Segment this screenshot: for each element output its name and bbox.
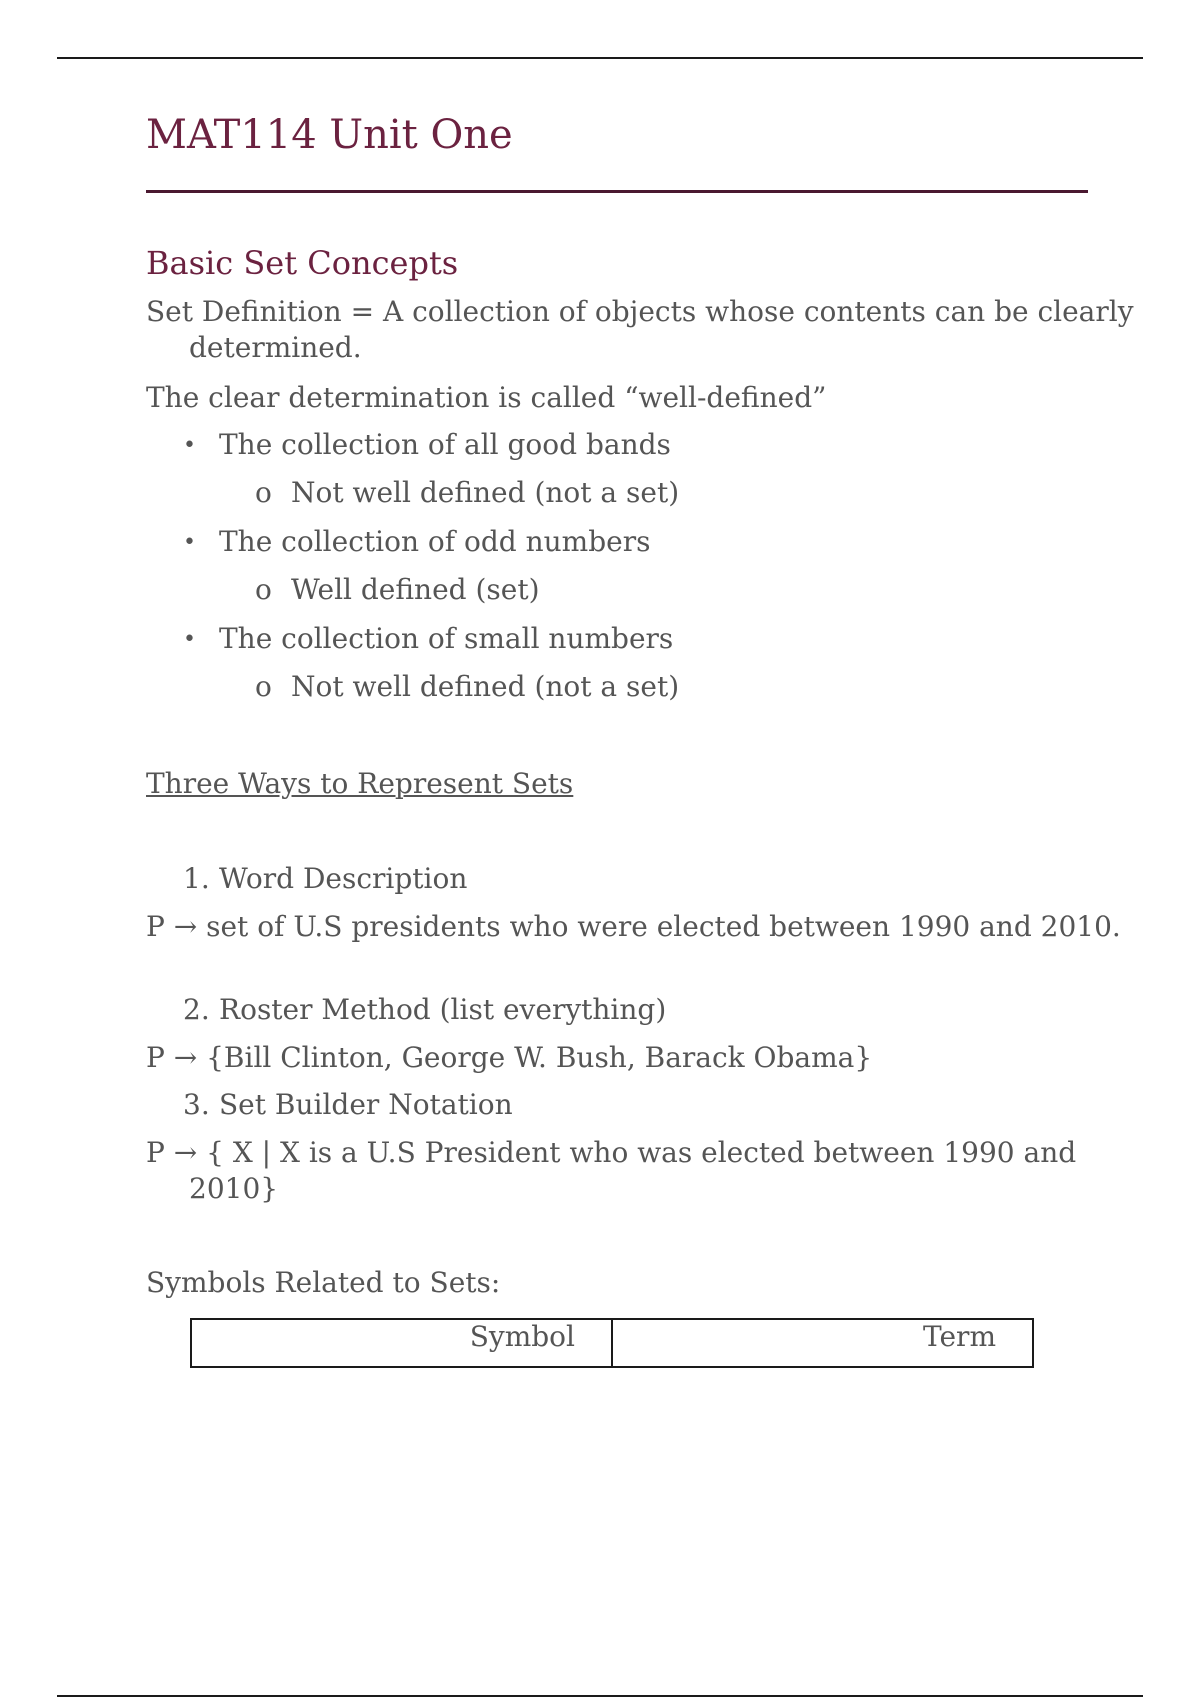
sub-list-item xyxy=(255,475,679,511)
well-defined-paragraph: The clear determination is called “well-defined” xyxy=(146,381,827,414)
table-header-row xyxy=(191,1319,1033,1367)
document-title: MAT114 Unit One xyxy=(146,112,513,158)
sub-bullet-marker: o xyxy=(255,476,272,509)
symbols-table xyxy=(190,1318,1034,1368)
sub-bullet-marker: o xyxy=(255,573,272,606)
numbered-item-label: Roster Method (list everything) xyxy=(219,993,667,1026)
sub-list-item-text: Not well defined (not a set) xyxy=(291,476,680,509)
bullet-marker: • xyxy=(183,530,196,555)
bullet-marker: • xyxy=(183,627,196,652)
sub-list-item-text: Well defined (set) xyxy=(291,573,540,606)
table-header-symbol: Symbol xyxy=(191,1319,612,1367)
representation-example: P → {Bill Clinton, George W. Bush, Barack Obama} xyxy=(146,1041,873,1074)
representation-example: P → { X | X is a U.S President who was elected between 1990 and 2010} xyxy=(146,1136,1077,1205)
item-number: 1. xyxy=(183,862,210,895)
sub-list-item xyxy=(255,572,540,608)
numbered-item-label: Set Builder Notation xyxy=(219,1088,513,1121)
numbered-item xyxy=(183,1087,513,1123)
item-number: 2. xyxy=(183,993,210,1026)
page-bottom-rule xyxy=(57,1695,1143,1697)
list-item-text: The collection of odd numbers xyxy=(219,525,651,558)
symbols-label: Symbols Related to Sets: xyxy=(146,1266,501,1299)
item-number: 3. xyxy=(183,1088,210,1121)
list-item-text: The collection of small numbers xyxy=(219,622,674,655)
bullet-marker: • xyxy=(183,433,196,458)
title-underline-rule xyxy=(146,190,1088,193)
list-item xyxy=(183,427,671,464)
sub-list-item-text: Not well defined (not a set) xyxy=(291,670,680,703)
page-top-rule xyxy=(57,57,1143,59)
list-item xyxy=(183,621,673,658)
list-item-text: The collection of all good bands xyxy=(219,428,671,461)
sub-bullet-marker: o xyxy=(255,670,272,703)
set-definition-paragraph: Set Definition = A collection of objects whose contents can be clearly determined. xyxy=(146,295,1134,364)
numbered-item-label: Word Description xyxy=(219,862,468,895)
numbered-item xyxy=(183,861,467,897)
representation-example: P → set of U.S presidents who were elected between 1990 and 2010. xyxy=(146,910,1121,943)
numbered-item xyxy=(183,992,666,1028)
representations-heading: Three Ways to Represent Sets xyxy=(146,767,574,800)
table-header-term: Term xyxy=(612,1319,1033,1367)
list-item xyxy=(183,524,650,561)
sub-list-item xyxy=(255,669,679,705)
section-heading: Basic Set Concepts xyxy=(146,244,459,282)
